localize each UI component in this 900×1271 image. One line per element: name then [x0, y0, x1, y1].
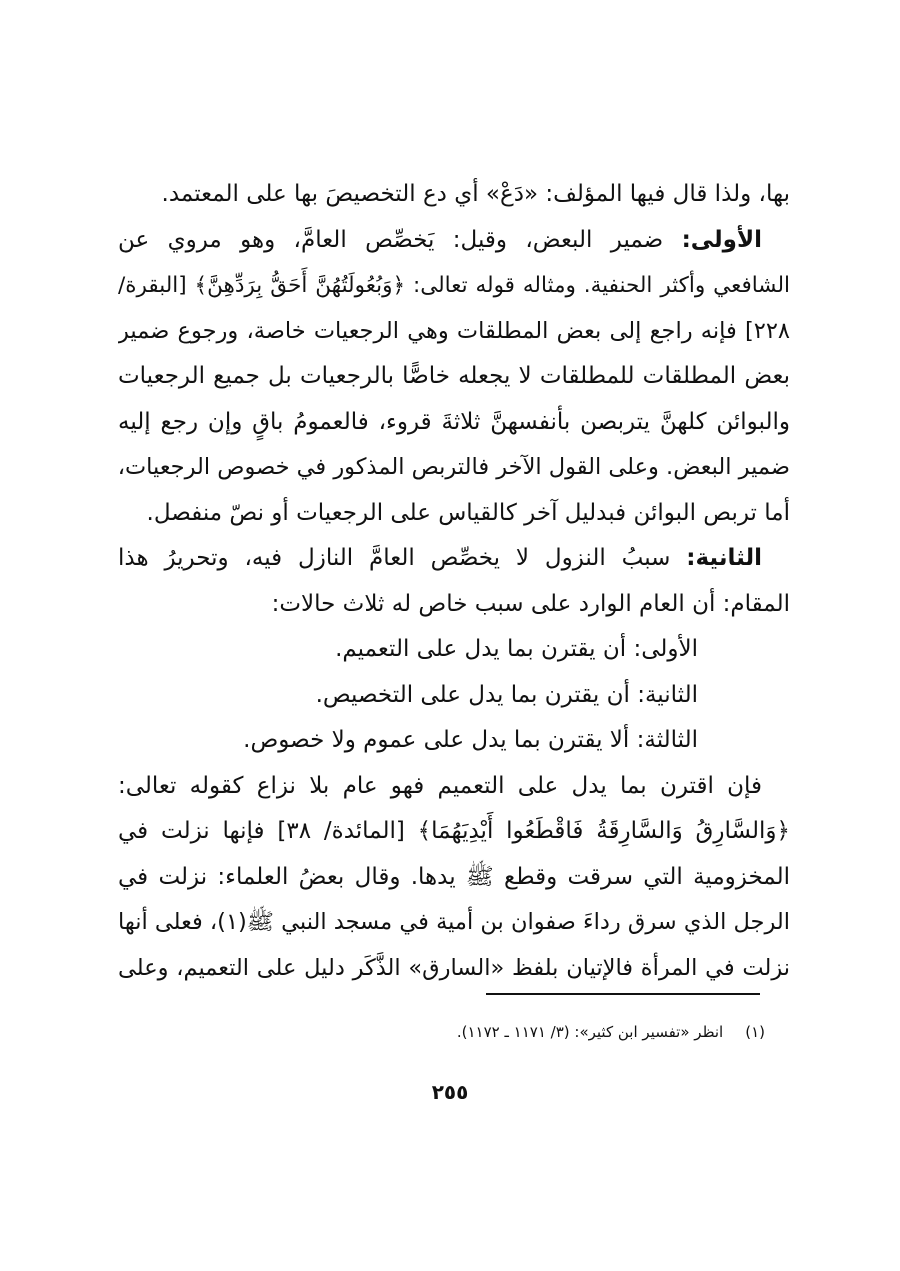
text-line: ﴿وَالسَّارِقُ وَالسَّارِقَةُ فَاقْطَعُوا أَيْدِيَهُمَا﴾ [المائدة/ ٣٨] فإنها نزلت في — [118, 818, 790, 844]
text-line — [118, 218, 790, 264]
text-line: نزلت في المرأة فالإتيان بلفظ «السارق» الذَّكَر دليل على التعميم، وعلى — [118, 954, 790, 981]
footnote — [300, 1018, 765, 1046]
text-line — [118, 536, 790, 582]
text-line: ٢٢٨] فإنه راجع إلى بعض المطلقات وهي الرجعيات خاصة، ورجوع ضمير — [118, 317, 790, 344]
page-number: ٢٥٥ — [431, 1080, 469, 1104]
text-line: والبوائن كلهنَّ يتربصن بأنفسهنَّ ثلاثةَ قروء، فالعمومُ باقٍ وإن رجع إليه — [118, 408, 790, 435]
footnote-divider — [486, 993, 760, 995]
text-line: بعض المطلقات للمطلقات لا يجعله خاصًّا بالرجعيات بل جميع الرجعيات — [118, 363, 790, 389]
text-line: فإن اقترن بما يدل على التعميم فهو عام بلا نزاع كقوله تعالى: — [118, 772, 762, 799]
text-line-content: سببُ النزول لا يخصِّص العامَّ النازل فيه، وتحريرُ هذا — [118, 545, 671, 571]
case-item: الثانية: أن يقترن بما يدل على التخصيص. — [315, 681, 698, 708]
text-line: الرجل الذي سرق رداءَ صفوان بن أمية في مسجد النبي ﷺ(١)، فعلى أنها — [118, 909, 790, 935]
text-line: بها، ولذا قال فيها المؤلف: «دَعْ» أي دع التخصيصَ بها على المعتمد. — [161, 181, 790, 207]
case-item: الأولى: أن يقترن بما يدل على التعميم. — [335, 636, 698, 662]
text-line: الشافعي وأكثر الحنفية. ومثاله قوله تعالى: ﴿وَبُعُولَتُهُنَّ أَحَقُّ بِرَدِّهِنَّ﴾ [البقرة/ — [118, 273, 790, 298]
case-item: الثالثة: ألا يقترن بما يدل على عموم ولا خصوص. — [243, 727, 698, 753]
section-heading-second: الثانية: — [686, 545, 762, 571]
section-heading-first: الأولى: — [681, 226, 762, 253]
body-text — [118, 172, 790, 991]
text-line: ضمير البعض. وعلى القول الآخر فالتربص المذكور في خصوص الرجعيات، — [118, 454, 790, 480]
footnote-number: (١) — [745, 1023, 765, 1041]
footnote-text: انظر «تفسير ابن كثير»: (٣/ ١١٧١ ـ ١١٧٢). — [456, 1023, 724, 1041]
text-line: المقام: أن العام الوارد على سبب خاص له ثلاث حالات: — [271, 590, 790, 617]
text-line: المخزومية التي سرقت وقطع ﷺ يدها. وقال بعضُ العلماء: نزلت في — [118, 863, 790, 890]
text-line-content: ضمير البعض، وقيل: يَخصِّص العامَّ، وهو مروي عن — [118, 226, 664, 253]
text-line: أما تربص البوائن فبدليل آخر كالقياس على الرجعيات أو نصّ منفصل. — [146, 499, 790, 526]
